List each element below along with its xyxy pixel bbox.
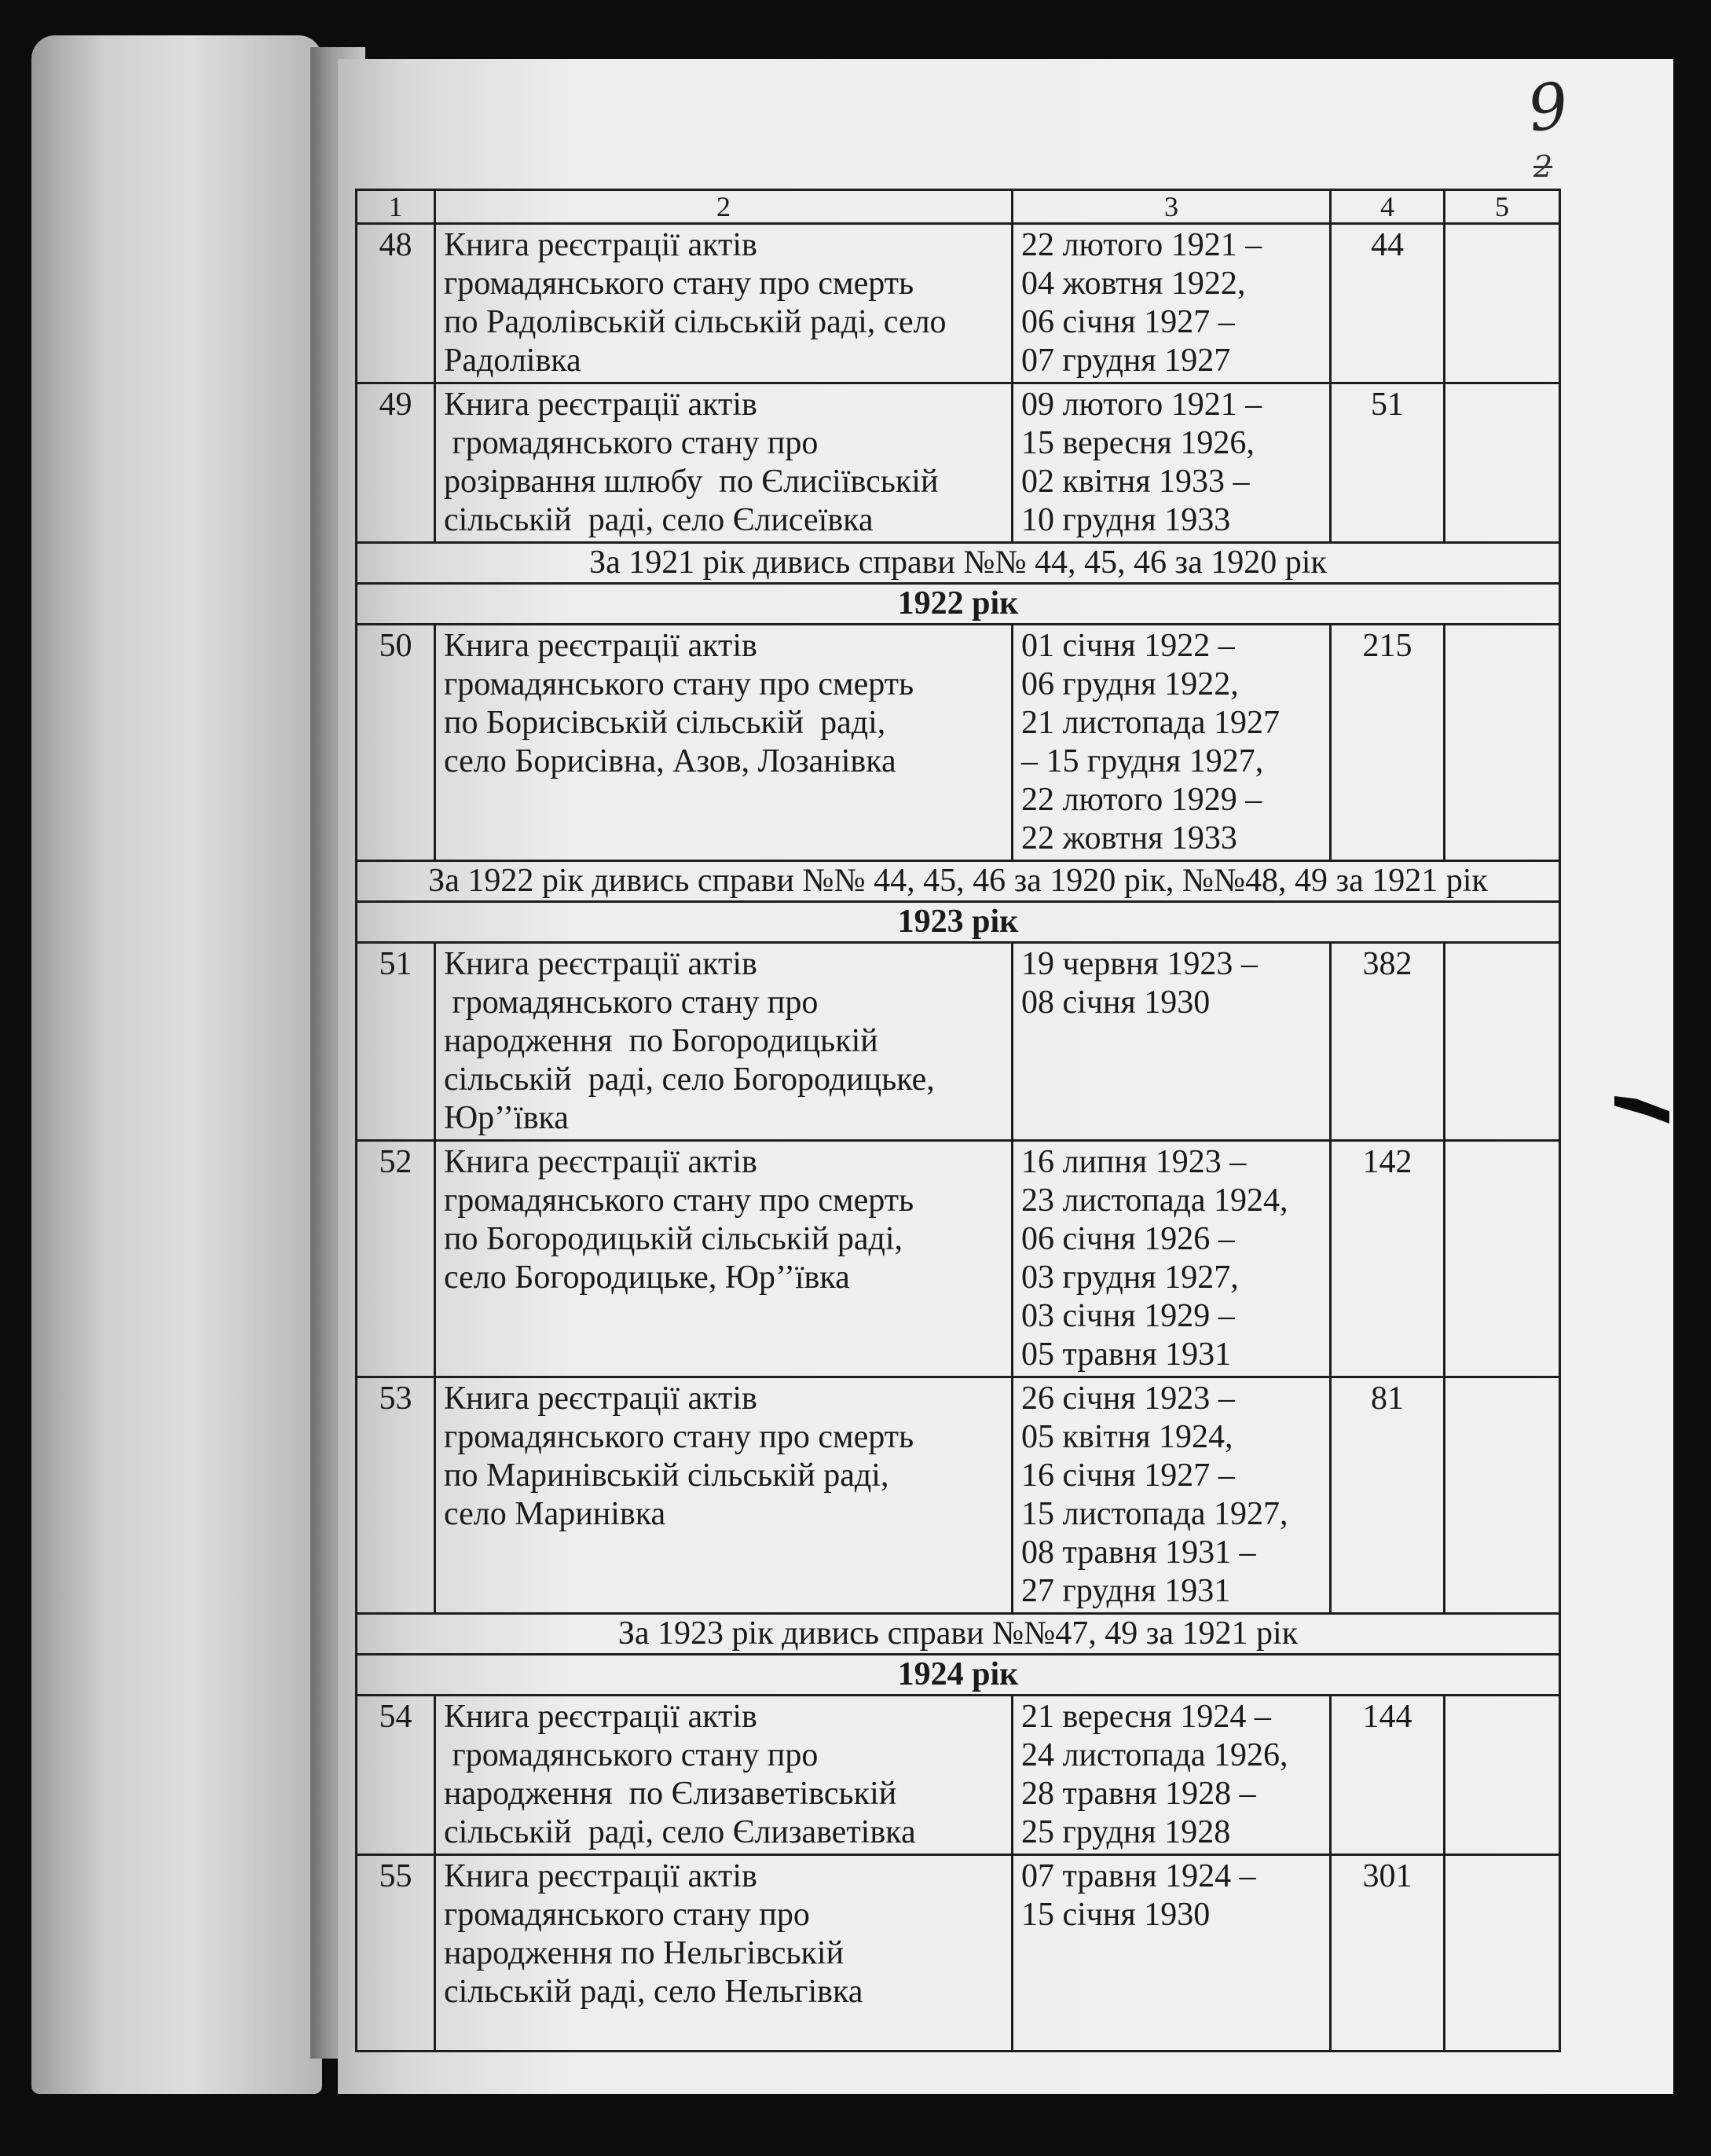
date-line: 07 грудня 1927 — [1021, 343, 1231, 379]
year-heading: 1924 рік — [357, 1655, 1560, 1696]
date-range-cell — [1013, 1855, 1331, 2052]
case-title-line: сільській раді, село Єлизаветівка — [444, 1814, 916, 1850]
case-number-cell: 51 — [357, 943, 435, 1141]
table-row — [357, 943, 1560, 1141]
year-heading-row — [357, 584, 1560, 625]
case-number-cell: 54 — [357, 1696, 435, 1855]
sheet-count-cell: 144 — [1331, 1696, 1445, 1855]
table-header-row — [357, 190, 1560, 224]
notes-cell — [1445, 383, 1560, 543]
date-line: 06 грудня 1922, — [1021, 666, 1239, 702]
case-number-cell: 55 — [357, 1855, 435, 2052]
notes-cell — [1445, 1377, 1560, 1614]
header-cell: 3 — [1013, 190, 1331, 224]
case-number-cell: 50 — [357, 625, 435, 861]
case-title-line: громадянського стану про смерть — [444, 1182, 914, 1219]
date-line: 28 травня 1928 – — [1021, 1776, 1256, 1812]
sheet-count-cell: 142 — [1331, 1141, 1445, 1377]
notes-cell — [1445, 1141, 1560, 1377]
case-number-cell: 49 — [357, 383, 435, 543]
case-title-line: Радолівка — [444, 343, 581, 379]
table-row — [357, 224, 1560, 383]
date-line: 06 січня 1926 – — [1021, 1221, 1235, 1257]
date-line: 07 травня 1924 – — [1021, 1858, 1256, 1894]
case-title-cell — [435, 625, 1013, 861]
cross-reference-text: За 1922 рік дивись справи №№ 44, 45, 46 за 1920 рік, №№48, 49 за 1921 рік — [357, 861, 1560, 902]
header-cell: 1 — [357, 190, 435, 224]
year-heading: 1923 рік — [357, 902, 1560, 943]
cross-reference-row — [357, 1614, 1560, 1655]
header-cell: 4 — [1331, 190, 1445, 224]
sheet-count-cell: 51 — [1331, 383, 1445, 543]
handwritten-page-number: 9 — [1522, 68, 1574, 147]
notes-cell — [1445, 224, 1560, 383]
header-cell: 2 — [435, 190, 1013, 224]
case-title-line: сільській раді, село Єлисеївка — [444, 502, 874, 538]
notes-cell — [1445, 1696, 1560, 1855]
date-line: 05 травня 1931 — [1021, 1336, 1232, 1373]
case-title-line: Книга реєстрації актів — [444, 1380, 757, 1417]
year-heading: 1922 рік — [357, 584, 1560, 625]
case-title-line: Книга реєстрації актів — [444, 628, 757, 664]
sheet-count-cell: 81 — [1331, 1377, 1445, 1614]
case-title-line: народження по Нельгівській — [444, 1935, 845, 1971]
date-line: 04 жовтня 1922, — [1021, 266, 1246, 302]
case-title-line: по Богородицькій сільській раді, — [444, 1221, 903, 1257]
case-number-cell: 53 — [357, 1377, 435, 1614]
case-title-line: громадянського стану про — [444, 1897, 810, 1933]
table-row — [357, 1377, 1560, 1614]
case-title-cell — [435, 224, 1013, 383]
sheet-count-cell: 215 — [1331, 625, 1445, 861]
case-title-line: громадянського стану про — [444, 425, 819, 461]
case-title-line: Книга реєстрації актів — [444, 1858, 757, 1894]
date-line: 16 липня 1923 – — [1021, 1144, 1247, 1180]
date-line: 24 листопада 1926, — [1021, 1737, 1288, 1773]
date-range-cell — [1013, 1377, 1331, 1614]
case-title-line: по Маринівській сільській раді, — [444, 1458, 889, 1494]
year-heading-row — [357, 902, 1560, 943]
case-title-line: село Маринівка — [444, 1496, 666, 1532]
case-title-line: громадянського стану про — [444, 984, 819, 1021]
case-title-cell — [435, 383, 1013, 543]
date-line: 21 вересня 1924 – — [1021, 1699, 1271, 1735]
case-number-cell: 52 — [357, 1141, 435, 1377]
case-title-line: громадянського стану про смерть — [444, 1419, 914, 1455]
table-row — [357, 1141, 1560, 1377]
date-line: 02 квітня 1933 – — [1021, 464, 1250, 500]
case-title-line: сільській раді, село Нельгівка — [444, 1974, 863, 2010]
sheet-count-cell: 44 — [1331, 224, 1445, 383]
case-title-line: розірвання шлюбу по Єлисіївській — [444, 464, 939, 500]
cross-reference-row — [357, 861, 1560, 902]
date-line: 25 грудня 1928 — [1021, 1814, 1231, 1850]
case-title-line: сільській раді, село Богородицьке, — [444, 1062, 935, 1098]
case-title-line: громадянського стану про — [444, 1737, 819, 1773]
date-line: 22 жовтня 1933 — [1021, 820, 1237, 856]
date-line: 23 листопада 1924, — [1021, 1182, 1288, 1219]
case-title-line: громадянського стану про смерть — [444, 666, 914, 702]
notes-cell — [1445, 943, 1560, 1141]
case-title-line: Книга реєстрації актів — [444, 1144, 757, 1180]
table-row — [357, 1855, 1560, 2052]
date-line: 22 лютого 1921 – — [1021, 227, 1262, 263]
date-line: 27 грудня 1931 — [1021, 1573, 1231, 1609]
case-title-line: Юр’’ївка — [444, 1100, 569, 1136]
date-range-cell — [1013, 383, 1331, 543]
date-line: 15 січня 1930 — [1021, 1897, 1211, 1933]
date-line: – 15 грудня 1927, — [1021, 743, 1264, 779]
notes-cell — [1445, 1855, 1560, 2052]
table-row — [357, 383, 1560, 543]
case-title-cell — [435, 1141, 1013, 1377]
cross-reference-row — [357, 543, 1560, 584]
case-title-line: Книга реєстрації актів — [444, 1699, 757, 1735]
case-title-cell — [435, 943, 1013, 1141]
date-range-cell — [1013, 1696, 1331, 1855]
date-line: 06 січня 1927 – — [1021, 304, 1235, 340]
date-line: 08 травня 1931 – — [1021, 1534, 1256, 1571]
date-range-cell — [1013, 1141, 1331, 1377]
case-title-cell — [435, 1377, 1013, 1614]
case-title-line: Книга реєстрації актів — [444, 387, 757, 423]
sheet-count-cell: 301 — [1331, 1855, 1445, 2052]
date-line: 22 лютого 1929 – — [1021, 782, 1262, 818]
date-range-cell — [1013, 943, 1331, 1141]
table-row — [357, 625, 1560, 861]
case-title-line: село Борисівна, Азов, Лозанівка — [444, 743, 896, 779]
date-line: 08 січня 1930 — [1021, 984, 1211, 1021]
date-line: 26 січня 1923 – — [1021, 1380, 1235, 1417]
date-line: 03 січня 1929 – — [1021, 1298, 1235, 1334]
case-title-line: по Радолівській сільській раді, село — [444, 304, 947, 340]
case-title-line: Книга реєстрації актів — [444, 227, 757, 263]
date-line: 01 січня 1922 – — [1021, 628, 1235, 664]
date-line: 16 січня 1927 – — [1021, 1458, 1235, 1494]
date-range-cell — [1013, 625, 1331, 861]
case-title-cell — [435, 1855, 1013, 2052]
date-line: 10 грудня 1933 — [1021, 502, 1231, 538]
cross-reference-text: За 1923 рік дивись справи №№47, 49 за 1921 рік — [357, 1614, 1560, 1655]
case-title-line: по Борисівській сільській раді, — [444, 705, 886, 741]
notes-cell — [1445, 625, 1560, 861]
register-table-body — [357, 190, 1560, 2052]
date-line: 15 вересня 1926, — [1021, 425, 1255, 461]
old-page-number: 2 — [1533, 149, 1553, 184]
date-line: 05 квітня 1924, — [1021, 1419, 1233, 1455]
date-line: 09 лютого 1921 – — [1021, 387, 1262, 423]
date-line: 19 червня 1923 – — [1021, 946, 1258, 982]
date-line: 03 грудня 1927, — [1021, 1260, 1239, 1296]
case-number-cell: 48 — [357, 224, 435, 383]
case-title-line: Книга реєстрації актів — [444, 946, 757, 982]
case-title-line: громадянського стану про смерть — [444, 266, 914, 302]
case-title-line: народження по Єлизаветівській — [444, 1776, 897, 1812]
register-table — [355, 189, 1561, 2052]
cross-reference-text: За 1921 рік дивись справи №№ 44, 45, 46 за 1920 рік — [357, 543, 1560, 584]
year-heading-row — [357, 1655, 1560, 1696]
date-line: 21 листопада 1927 — [1021, 705, 1281, 741]
table-row — [357, 1696, 1560, 1855]
case-title-cell — [435, 1696, 1013, 1855]
case-title-line: село Богородицьке, Юр’’ївка — [444, 1260, 850, 1296]
case-title-line: народження по Богородицькій — [444, 1023, 878, 1059]
date-line: 15 листопада 1927, — [1021, 1496, 1288, 1532]
date-range-cell — [1013, 224, 1331, 383]
header-cell: 5 — [1445, 190, 1560, 224]
sheet-count-cell: 382 — [1331, 943, 1445, 1141]
left-page-edge — [31, 35, 322, 2094]
